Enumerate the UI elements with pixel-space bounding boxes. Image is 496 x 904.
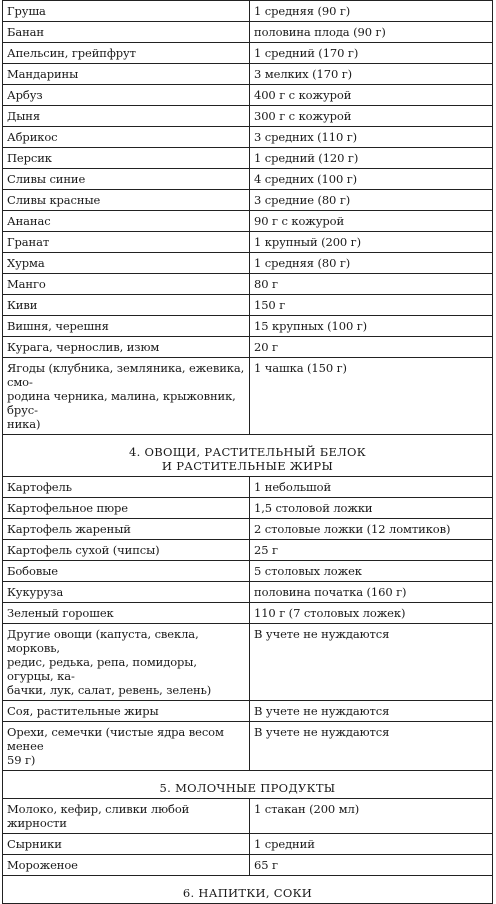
- amount-cell: 110 г (7 столовых ложек): [250, 603, 493, 624]
- table-row: [3, 358, 493, 435]
- amount-cell: половина початка (160 г): [250, 582, 493, 603]
- table-row: [3, 624, 493, 701]
- amount-cell: 400 г с кожурой: [250, 85, 493, 106]
- table-row: [3, 722, 493, 771]
- table-row: [3, 274, 493, 295]
- product-cell: [3, 624, 250, 701]
- amount-cell: 15 крупных (100 г): [250, 316, 493, 337]
- amount-cell: 3 средние (80 г): [250, 190, 493, 211]
- table-row: [3, 855, 493, 876]
- product-cell: Молоко, кефир, сливки любой жирности: [3, 799, 250, 834]
- table-row: [3, 561, 493, 582]
- cell-line: бачки, лук, салат, ревень, зелень): [7, 683, 212, 697]
- product-cell: Персик: [3, 148, 250, 169]
- amount-cell: 1 средняя (90 г): [250, 1, 493, 22]
- section-header-row: [3, 876, 493, 904]
- amount-cell: 300 г с кожурой: [250, 106, 493, 127]
- section-header-row: [3, 435, 493, 477]
- table-row: [3, 295, 493, 316]
- amount-cell: 20 г: [250, 337, 493, 358]
- section-title: 5. МОЛОЧНЫЕ ПРОДУКТЫ: [3, 771, 493, 799]
- table-row: [3, 337, 493, 358]
- product-cell: Сливы красные: [3, 190, 250, 211]
- portion-table-page: [2, 0, 493, 904]
- product-cell: Груша: [3, 1, 250, 22]
- product-cell: Сырники: [3, 834, 250, 855]
- product-cell: Арбуз: [3, 85, 250, 106]
- amount-cell: 2 столовые ложки (12 ломтиков): [250, 519, 493, 540]
- product-cell: Дыня: [3, 106, 250, 127]
- product-cell: Курага, чернослив, изюм: [3, 337, 250, 358]
- amount-cell: 150 г: [250, 295, 493, 316]
- section-title-line: И РАСТИТЕЛЬНЫЕ ЖИРЫ: [161, 459, 334, 473]
- product-cell: Хурма: [3, 253, 250, 274]
- cell-line: родина черника, малина, крыжовник, брус-: [7, 389, 236, 417]
- amount-cell: 25 г: [250, 540, 493, 561]
- amount-cell: 1 средняя (80 г): [250, 253, 493, 274]
- product-cell: [3, 358, 250, 435]
- product-cell: Мороженое: [3, 855, 250, 876]
- section-title: 6. НАПИТКИ, СОКИ: [3, 876, 493, 904]
- cell-line: Другие овощи (капуста, свекла, морковь,: [7, 627, 199, 655]
- cell-line: редис, редька, репа, помидоры, огурцы, ка-: [7, 655, 197, 683]
- product-cell: Зеленый горошек: [3, 603, 250, 624]
- section-header-row: [3, 771, 493, 799]
- amount-cell: 3 мелких (170 г): [250, 64, 493, 85]
- table-row: [3, 22, 493, 43]
- table-row: [3, 85, 493, 106]
- product-cell: Картофель сухой (чипсы): [3, 540, 250, 561]
- table-row: [3, 106, 493, 127]
- amount-cell: В учете не нуждаются: [250, 701, 493, 722]
- amount-cell: 1 чашка (150 г): [250, 358, 493, 435]
- product-cell: Манго: [3, 274, 250, 295]
- amount-cell: 1 средний (120 г): [250, 148, 493, 169]
- amount-cell: 4 средних (100 г): [250, 169, 493, 190]
- table-row: [3, 169, 493, 190]
- amount-cell: 1 средний: [250, 834, 493, 855]
- table-row: [3, 211, 493, 232]
- amount-cell: 90 г с кожурой: [250, 211, 493, 232]
- product-cell: [3, 722, 250, 771]
- product-cell: Бобовые: [3, 561, 250, 582]
- table-row: [3, 316, 493, 337]
- amount-cell: 3 средних (110 г): [250, 127, 493, 148]
- table-row: [3, 190, 493, 211]
- amount-cell: 1 крупный (200 г): [250, 232, 493, 253]
- product-cell: Апельсин, грейпфрут: [3, 43, 250, 64]
- portion-table: [2, 0, 493, 904]
- table-row: [3, 253, 493, 274]
- amount-cell: 1 средний (170 г): [250, 43, 493, 64]
- section-title-line: 4. ОВОЩИ, РАСТИТЕЛЬНЫЙ БЕЛОК: [129, 445, 366, 459]
- cell-line: Ягоды (клубника, земляника, ежевика, смо-: [7, 361, 245, 389]
- amount-cell: В учете не нуждаются: [250, 624, 493, 701]
- product-cell: Ананас: [3, 211, 250, 232]
- product-cell: Банан: [3, 22, 250, 43]
- amount-cell: 1,5 столовой ложки: [250, 498, 493, 519]
- product-cell: Картофель жареный: [3, 519, 250, 540]
- table-row: [3, 148, 493, 169]
- table-row: [3, 582, 493, 603]
- product-cell: Киви: [3, 295, 250, 316]
- product-cell: Картофель: [3, 477, 250, 498]
- amount-cell: 65 г: [250, 855, 493, 876]
- table-row: [3, 477, 493, 498]
- table-row: [3, 64, 493, 85]
- amount-cell: 1 небольшой: [250, 477, 493, 498]
- table-row: [3, 1, 493, 22]
- amount-cell: половина плода (90 г): [250, 22, 493, 43]
- table-row: [3, 799, 493, 834]
- table-row: [3, 232, 493, 253]
- table-row: [3, 603, 493, 624]
- cell-line: 59 г): [7, 753, 36, 767]
- product-cell: Вишня, черешня: [3, 316, 250, 337]
- product-cell: Гранат: [3, 232, 250, 253]
- product-cell: Абрикос: [3, 127, 250, 148]
- table-row: [3, 701, 493, 722]
- product-cell: Кукуруза: [3, 582, 250, 603]
- table-row: [3, 519, 493, 540]
- product-cell: Сливы синие: [3, 169, 250, 190]
- table-row: [3, 540, 493, 561]
- cell-line: ника): [7, 417, 41, 431]
- table-row: [3, 498, 493, 519]
- amount-cell: 80 г: [250, 274, 493, 295]
- table-row: [3, 43, 493, 64]
- table-row: [3, 834, 493, 855]
- product-cell: Мандарины: [3, 64, 250, 85]
- amount-cell: В учете не нуждаются: [250, 722, 493, 771]
- product-cell: Соя, растительные жиры: [3, 701, 250, 722]
- product-cell: Картофельное пюре: [3, 498, 250, 519]
- amount-cell: 5 столовых ложек: [250, 561, 493, 582]
- amount-cell: 1 стакан (200 мл): [250, 799, 493, 834]
- cell-line: Орехи, семечки (чистые ядра весом менее: [7, 725, 224, 753]
- table-row: [3, 127, 493, 148]
- section-title: [3, 435, 493, 477]
